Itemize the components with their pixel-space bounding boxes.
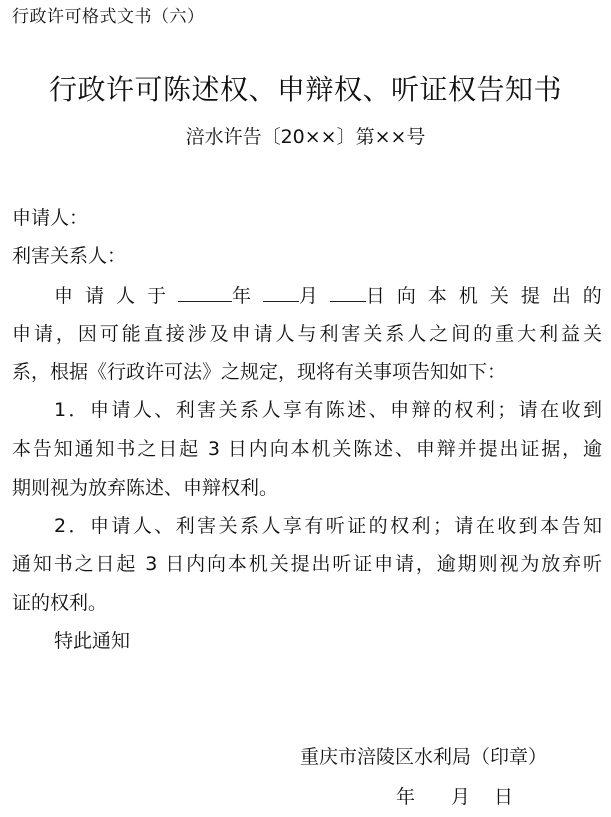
date-day-unit: 日	[494, 786, 514, 808]
paragraph1-line3: 系，根据《行政许可法》之规定，现将有关事项告知如下：	[12, 361, 507, 383]
item2-line2: 通知书之日起 3 日内向本机关提出听证申请，逾期则视为放弃听	[12, 553, 602, 575]
item2-line1: 2．申请人、利害关系人享有听证的权利；请在收到本告知	[54, 515, 602, 537]
year-blank-group	[178, 283, 251, 309]
issuer-signature: 重庆市涪陵区水利局（印章）	[300, 746, 548, 768]
year-unit: 年	[231, 285, 251, 307]
date-year-unit: 年	[396, 786, 416, 808]
date-month-unit: 月	[451, 786, 471, 808]
interested-party-label: 利害关系人：	[12, 245, 127, 267]
day-unit: 日	[365, 285, 385, 307]
item1-line2: 本告知通知书之日起 3 日内向本机关陈述、申辩并提出证据，逾	[12, 438, 602, 460]
item2-line3: 证的权利。	[12, 592, 108, 614]
para1-char: 于	[146, 285, 166, 307]
day-blank	[330, 283, 366, 302]
document-title: 行政许可陈述权、申辩权、听证权告知书	[48, 73, 562, 106]
para1-char: 关	[489, 285, 509, 307]
para1-char: 请	[84, 285, 104, 307]
day-blank-group	[330, 283, 385, 309]
para1-char: 申	[54, 285, 74, 307]
para1-char: 提	[520, 285, 540, 307]
para1-char: 机	[458, 285, 478, 307]
para1-char: 的	[582, 285, 602, 307]
item1-line3: 期则视为放弃陈述、申辩权利。	[12, 477, 279, 499]
month-unit: 月	[298, 285, 318, 307]
item1-line1: 1．申请人、利害关系人享有陈述、申辩的权利；请在收到	[54, 399, 602, 421]
paragraph1-line2: 申请，因可能直接涉及申请人与利害关系人之间的重大利益关	[12, 323, 602, 345]
para1-char: 本	[427, 285, 447, 307]
closing-text: 特此通知	[54, 630, 131, 652]
year-blank	[178, 283, 232, 302]
para1-char: 出	[551, 285, 571, 307]
applicant-label: 申请人：	[12, 207, 89, 229]
request-date-line	[54, 283, 602, 309]
document-number: 涪水许告〔20××〕第××号	[185, 126, 426, 148]
signature-date	[396, 784, 513, 810]
para1-char: 向	[396, 285, 416, 307]
month-blank-group	[263, 283, 318, 309]
month-blank	[263, 283, 299, 302]
form-type-label: 行政许可格式文书（六）	[12, 7, 205, 27]
para1-char: 人	[115, 285, 135, 307]
